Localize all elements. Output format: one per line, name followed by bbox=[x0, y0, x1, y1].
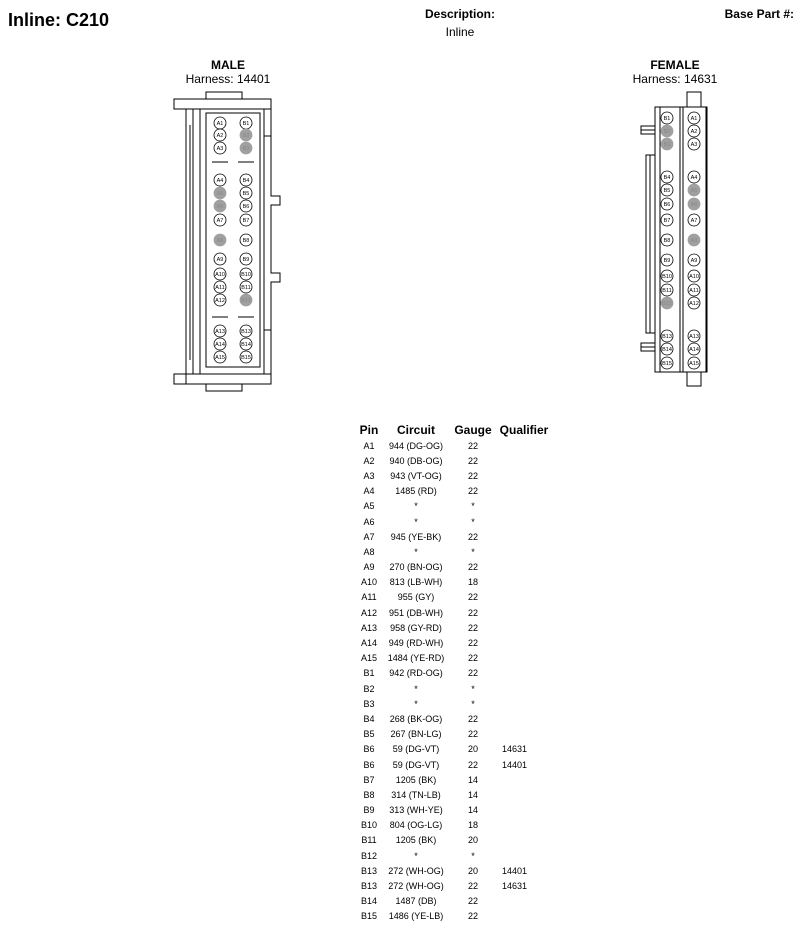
pin-a9 bbox=[688, 254, 700, 266]
pin-b14 bbox=[661, 343, 673, 355]
pin-label: B5 bbox=[663, 188, 671, 194]
qualifier-cell bbox=[496, 468, 552, 483]
pin-a9 bbox=[214, 253, 226, 265]
qualifier-cell bbox=[496, 833, 552, 848]
pin-label: A9 bbox=[690, 258, 698, 264]
qualifier-cell bbox=[496, 544, 552, 559]
pin-a15 bbox=[688, 357, 700, 369]
qualifier-cell: 14631 bbox=[502, 744, 528, 755]
gauge-cell: 22 bbox=[467, 592, 478, 603]
circuit-cell: * bbox=[414, 516, 418, 527]
table-row bbox=[356, 742, 552, 757]
pin-cell: A11 bbox=[361, 592, 377, 603]
table-row bbox=[356, 818, 552, 833]
qualifier-cell bbox=[496, 605, 552, 620]
pin-label: A14 bbox=[689, 347, 699, 353]
table-row bbox=[356, 727, 552, 742]
pin-label: B11 bbox=[662, 288, 672, 294]
pin-label: B3 bbox=[242, 146, 250, 152]
qualifier-cell: 14401 bbox=[502, 865, 528, 876]
qualifier-cell bbox=[496, 438, 552, 453]
circuit-cell: 942 (RD-OG) bbox=[389, 668, 443, 679]
pin-cell: B10 bbox=[360, 820, 377, 831]
circuit-cell: 1485 (RD) bbox=[395, 486, 437, 497]
circuit-cell: 1486 (YE-LB) bbox=[388, 911, 444, 922]
pin-label: B12 bbox=[662, 301, 672, 307]
qualifier-cell bbox=[496, 848, 552, 863]
circuit-cell: 267 (BN-LG) bbox=[390, 729, 442, 740]
pin-label: A1 bbox=[690, 116, 698, 122]
circuit-cell: 940 (DB-OG) bbox=[389, 455, 443, 466]
description-label: Description: bbox=[424, 7, 495, 21]
table-row bbox=[356, 666, 552, 681]
table-row bbox=[356, 681, 552, 696]
pin-b1 bbox=[240, 117, 252, 129]
pin-label: B9 bbox=[242, 257, 250, 263]
qualifier-cell bbox=[496, 696, 552, 711]
pin-a2 bbox=[688, 125, 700, 137]
circuit-cell: 1205 (BK) bbox=[395, 835, 437, 846]
pin-a14 bbox=[688, 343, 700, 355]
pin-label: B4 bbox=[242, 178, 250, 184]
gauge-cell: 22 bbox=[467, 531, 478, 542]
pin-a13 bbox=[214, 325, 226, 337]
pin-a7 bbox=[214, 214, 226, 226]
pin-label: A5 bbox=[690, 188, 698, 194]
gauge-cell: 18 bbox=[467, 820, 478, 831]
pin-cell: A8 bbox=[363, 546, 375, 557]
circuit-cell: * bbox=[414, 850, 418, 861]
pin-label: B14 bbox=[241, 342, 251, 348]
pin-b5 bbox=[240, 187, 252, 199]
pin-a13 bbox=[688, 330, 700, 342]
circuit-cell: * bbox=[414, 546, 418, 557]
gauge-cell: 22 bbox=[467, 668, 478, 679]
pin-b10 bbox=[661, 270, 673, 282]
gauge-cell: 22 bbox=[467, 759, 478, 770]
pin-a12 bbox=[688, 297, 700, 309]
pin-label: A6 bbox=[216, 204, 224, 210]
pin-label: B8 bbox=[242, 238, 250, 244]
pin-label: A2 bbox=[216, 133, 224, 139]
gauge-cell: 22 bbox=[467, 881, 478, 892]
pin-a4 bbox=[214, 174, 226, 186]
pin-label: A8 bbox=[216, 238, 224, 244]
circuit-cell: 944 (DG-OG) bbox=[388, 440, 443, 451]
pin-cell: A7 bbox=[363, 531, 375, 542]
qualifier-cell bbox=[496, 514, 552, 529]
pin-label: B2 bbox=[663, 129, 671, 135]
pin-label: B6 bbox=[663, 202, 671, 208]
pin-a10 bbox=[214, 268, 226, 280]
gauge-column-header: Gauge bbox=[454, 423, 492, 437]
pin-a10 bbox=[688, 270, 700, 282]
table-row bbox=[356, 772, 552, 787]
pin-a11 bbox=[214, 281, 226, 293]
gauge-cell: * bbox=[471, 546, 475, 557]
male-connector-body bbox=[174, 92, 280, 391]
gauge-cell: 14 bbox=[467, 774, 478, 785]
pin-a15 bbox=[214, 351, 226, 363]
table-row bbox=[356, 544, 552, 559]
pin-label: A2 bbox=[690, 129, 698, 135]
pin-label: A11 bbox=[215, 285, 225, 291]
pin-label: B14 bbox=[662, 347, 672, 353]
pin-label: A12 bbox=[689, 301, 699, 307]
gauge-cell: 18 bbox=[467, 577, 478, 588]
pin-a8 bbox=[688, 234, 700, 246]
qualifier-cell bbox=[496, 499, 552, 514]
pin-a5 bbox=[688, 184, 700, 196]
pin-label: B13 bbox=[241, 329, 251, 335]
pin-label: A12 bbox=[215, 298, 225, 304]
pin-label: B8 bbox=[663, 238, 671, 244]
gauge-cell: 22 bbox=[467, 896, 478, 907]
pin-a3 bbox=[214, 142, 226, 154]
pin-label: A7 bbox=[690, 218, 698, 224]
circuit-cell: 813 (LB-WH) bbox=[389, 577, 443, 588]
pin-label: A4 bbox=[216, 178, 224, 184]
circuit-cell: 945 (YE-BK) bbox=[390, 531, 442, 542]
gauge-cell: * bbox=[471, 516, 475, 527]
pin-cell: B14 bbox=[360, 896, 377, 907]
qualifier-cell bbox=[496, 620, 552, 635]
pin-b4 bbox=[661, 171, 673, 183]
female-gender-label: FEMALE bbox=[650, 58, 700, 72]
gauge-cell: 20 bbox=[467, 865, 478, 876]
qualifier-cell bbox=[496, 651, 552, 666]
pin-a3 bbox=[688, 138, 700, 150]
pin-label: A13 bbox=[215, 329, 225, 335]
qualifier-cell bbox=[496, 453, 552, 468]
pinout-table-header bbox=[356, 422, 552, 438]
pin-cell: B7 bbox=[363, 774, 375, 785]
pin-cell: B12 bbox=[360, 850, 377, 861]
table-row bbox=[356, 803, 552, 818]
qualifier-cell bbox=[496, 666, 552, 681]
pin-label: B1 bbox=[242, 121, 250, 127]
pin-b12 bbox=[661, 297, 673, 309]
pin-cell: B9 bbox=[363, 805, 375, 816]
table-row bbox=[356, 635, 552, 650]
table-row bbox=[356, 575, 552, 590]
table-row bbox=[356, 909, 552, 924]
qualifier-cell bbox=[496, 727, 552, 742]
pin-a7 bbox=[688, 214, 700, 226]
pin-label: B6 bbox=[242, 204, 250, 210]
qualifier-cell: 14401 bbox=[502, 759, 528, 770]
pin-cell: B4 bbox=[363, 713, 375, 724]
pin-label: B4 bbox=[663, 175, 671, 181]
pin-label: A3 bbox=[216, 146, 224, 152]
circuit-cell: 272 (WH-OG) bbox=[388, 865, 444, 876]
pin-label: A11 bbox=[689, 288, 699, 294]
pin-b9 bbox=[240, 253, 252, 265]
pin-label: A13 bbox=[689, 334, 699, 340]
circuit-cell: 1205 (BK) bbox=[395, 774, 437, 785]
pin-a5 bbox=[214, 187, 226, 199]
circuit-cell: * bbox=[414, 501, 418, 512]
qualifier-cell bbox=[496, 772, 552, 787]
table-row bbox=[356, 878, 552, 893]
pin-b13 bbox=[661, 330, 673, 342]
table-row bbox=[356, 863, 552, 878]
pin-cell: A10 bbox=[360, 577, 377, 588]
pin-cell: A9 bbox=[363, 562, 375, 573]
connector-title: Inline: C210 bbox=[8, 10, 110, 30]
pin-cell: A4 bbox=[363, 486, 375, 497]
pin-label: B2 bbox=[242, 133, 250, 139]
gauge-cell: 20 bbox=[467, 835, 478, 846]
qualifier-cell bbox=[496, 909, 552, 924]
pin-label: A10 bbox=[215, 272, 225, 278]
pin-a1 bbox=[688, 112, 700, 124]
circuit-cell: 314 (TN-LB) bbox=[391, 789, 441, 800]
pin-b8 bbox=[240, 234, 252, 246]
pin-cell: B11 bbox=[361, 835, 377, 846]
qualifier-cell bbox=[496, 894, 552, 909]
female-harness-label: Harness: 14631 bbox=[632, 72, 718, 86]
pin-cell: B6 bbox=[363, 744, 375, 755]
pin-cell: A3 bbox=[363, 470, 375, 481]
table-row bbox=[356, 560, 552, 575]
pin-b5 bbox=[661, 184, 673, 196]
pin-cell: B5 bbox=[363, 729, 375, 740]
pin-cell: B3 bbox=[363, 698, 375, 709]
table-row bbox=[356, 499, 552, 514]
pin-label: B10 bbox=[241, 272, 251, 278]
gauge-cell: 22 bbox=[467, 440, 478, 451]
circuit-cell: 949 (RD-WH) bbox=[388, 638, 444, 649]
gauge-cell: * bbox=[471, 698, 475, 709]
pin-a11 bbox=[688, 284, 700, 296]
qualifier-cell bbox=[496, 803, 552, 818]
table-row bbox=[356, 605, 552, 620]
pin-cell: B8 bbox=[363, 789, 375, 800]
pin-cell: A14 bbox=[360, 638, 377, 649]
table-row bbox=[356, 787, 552, 802]
pin-cell: A1 bbox=[363, 440, 375, 451]
table-row bbox=[356, 590, 552, 605]
pin-label: B12 bbox=[241, 298, 251, 304]
gauge-cell: 14 bbox=[467, 805, 478, 816]
gauge-cell: * bbox=[471, 850, 475, 861]
pin-cell: A12 bbox=[360, 607, 377, 618]
pin-cell: B15 bbox=[360, 911, 377, 922]
pin-label: B10 bbox=[662, 274, 672, 280]
qualifier-cell bbox=[496, 787, 552, 802]
pin-label: A1 bbox=[216, 121, 224, 127]
qualifier-cell bbox=[496, 590, 552, 605]
pin-b15 bbox=[240, 351, 252, 363]
circuit-cell: 313 (WH-YE) bbox=[389, 805, 443, 816]
pin-b9 bbox=[661, 254, 673, 266]
pin-cell: B2 bbox=[363, 683, 375, 694]
pin-column-header: Pin bbox=[359, 423, 379, 437]
table-row bbox=[356, 696, 552, 711]
pin-b1 bbox=[661, 112, 673, 124]
pin-cell: A15 bbox=[360, 653, 377, 664]
pin-a1 bbox=[214, 117, 226, 129]
qualifier-cell bbox=[496, 635, 552, 650]
pin-b12 bbox=[240, 294, 252, 306]
circuit-cell: 1484 (YE-RD) bbox=[387, 653, 445, 664]
circuit-cell: 59 (DG-VT) bbox=[392, 744, 440, 755]
pin-b8 bbox=[661, 234, 673, 246]
circuit-cell: 268 (BK-OG) bbox=[389, 713, 443, 724]
pin-b2 bbox=[240, 129, 252, 141]
pin-label: B7 bbox=[242, 218, 250, 224]
table-row bbox=[356, 484, 552, 499]
circuit-cell: 272 (WH-OG) bbox=[388, 881, 444, 892]
circuit-cell: 958 (GY-RD) bbox=[390, 622, 442, 633]
gauge-cell: 22 bbox=[467, 607, 478, 618]
pin-label: B3 bbox=[663, 142, 671, 148]
table-row bbox=[356, 711, 552, 726]
base-part-label: Base Part #: bbox=[724, 7, 794, 21]
pin-label: B5 bbox=[242, 191, 250, 197]
circuit-cell: 59 (DG-VT) bbox=[392, 759, 440, 770]
qualifier-cell bbox=[496, 681, 552, 696]
pin-label: B13 bbox=[662, 334, 672, 340]
gauge-cell: 20 bbox=[467, 744, 478, 755]
pin-a14 bbox=[214, 338, 226, 350]
table-row bbox=[356, 468, 552, 483]
gauge-cell: 22 bbox=[467, 713, 478, 724]
pin-a8 bbox=[214, 234, 226, 246]
pin-label: B9 bbox=[663, 258, 671, 264]
qualifier-cell bbox=[496, 529, 552, 544]
circuit-cell: 1487 (DB) bbox=[395, 896, 437, 907]
circuit-column-header: Circuit bbox=[396, 423, 435, 437]
pin-cell: A13 bbox=[360, 622, 377, 633]
pin-label: A10 bbox=[689, 274, 699, 280]
table-row bbox=[356, 848, 552, 863]
pin-cell: A6 bbox=[363, 516, 375, 527]
pin-label: A7 bbox=[216, 218, 224, 224]
pin-b3 bbox=[240, 142, 252, 154]
qualifier-cell: 14631 bbox=[502, 881, 528, 892]
gauge-cell: 22 bbox=[467, 729, 478, 740]
pin-b14 bbox=[240, 338, 252, 350]
pin-cell: B13 bbox=[360, 865, 377, 876]
pin-a6 bbox=[214, 200, 226, 212]
pin-label: A15 bbox=[215, 355, 225, 361]
pin-label: B11 bbox=[241, 285, 251, 291]
qualifier-column-header: Qualifier bbox=[499, 423, 549, 437]
pin-label: A15 bbox=[689, 361, 699, 367]
pin-a4 bbox=[688, 171, 700, 183]
pin-b11 bbox=[240, 281, 252, 293]
pin-a12 bbox=[214, 294, 226, 306]
pin-cell: B13 bbox=[360, 881, 377, 892]
pin-label: A6 bbox=[690, 202, 698, 208]
qualifier-cell bbox=[496, 711, 552, 726]
pin-label: A8 bbox=[690, 238, 698, 244]
pin-a2 bbox=[214, 129, 226, 141]
gauge-cell: 22 bbox=[467, 470, 478, 481]
connector-diagram bbox=[0, 0, 804, 420]
pin-b7 bbox=[240, 214, 252, 226]
pin-b3 bbox=[661, 138, 673, 150]
qualifier-cell bbox=[496, 560, 552, 575]
table-row bbox=[356, 620, 552, 635]
gauge-cell: 14 bbox=[467, 789, 478, 800]
pin-b15 bbox=[661, 357, 673, 369]
gauge-cell: 22 bbox=[467, 562, 478, 573]
gauge-cell: 22 bbox=[467, 911, 478, 922]
pin-label: A9 bbox=[216, 257, 224, 263]
table-row bbox=[356, 453, 552, 468]
qualifier-cell bbox=[496, 484, 552, 499]
pin-b2 bbox=[661, 125, 673, 137]
male-pin-grid bbox=[214, 117, 252, 363]
pin-cell: A2 bbox=[363, 455, 375, 466]
pin-label: A14 bbox=[215, 342, 225, 348]
gauge-cell: 22 bbox=[467, 653, 478, 664]
circuit-cell: 270 (BN-OG) bbox=[389, 562, 443, 573]
table-row bbox=[356, 438, 552, 453]
pin-b7 bbox=[661, 214, 673, 226]
circuit-cell: 804 (OG-LG) bbox=[389, 820, 443, 831]
pin-label: B1 bbox=[663, 116, 671, 122]
pin-b6 bbox=[240, 200, 252, 212]
pin-label: A5 bbox=[216, 191, 224, 197]
circuit-cell: * bbox=[414, 698, 418, 709]
pin-b6 bbox=[661, 198, 673, 210]
table-row bbox=[356, 651, 552, 666]
circuit-cell: 951 (DB-WH) bbox=[388, 607, 443, 618]
pin-cell: B1 bbox=[363, 668, 375, 679]
pin-cell: A5 bbox=[363, 501, 375, 512]
description-value: Inline bbox=[445, 25, 475, 39]
pinout-table bbox=[356, 422, 552, 924]
pin-label: B7 bbox=[663, 218, 671, 224]
male-harness-label: Harness: 14401 bbox=[185, 72, 271, 86]
pin-label: A4 bbox=[690, 175, 698, 181]
pin-b10 bbox=[240, 268, 252, 280]
circuit-cell: * bbox=[414, 683, 418, 694]
pin-label: B15 bbox=[662, 361, 672, 367]
table-row bbox=[356, 529, 552, 544]
gauge-cell: 22 bbox=[467, 622, 478, 633]
pin-b4 bbox=[240, 174, 252, 186]
pin-label: A3 bbox=[690, 142, 698, 148]
circuit-cell: 943 (VT-OG) bbox=[390, 470, 442, 481]
pin-a6 bbox=[688, 198, 700, 210]
gauge-cell: 22 bbox=[467, 455, 478, 466]
gauge-cell: * bbox=[471, 683, 475, 694]
gauge-cell: * bbox=[471, 501, 475, 512]
gauge-cell: 22 bbox=[467, 638, 478, 649]
pin-b11 bbox=[661, 284, 673, 296]
pin-b13 bbox=[240, 325, 252, 337]
pin-cell: B6 bbox=[363, 759, 375, 770]
qualifier-cell bbox=[496, 818, 552, 833]
table-row bbox=[356, 833, 552, 848]
table-row bbox=[356, 757, 552, 772]
male-gender-label: MALE bbox=[211, 58, 245, 72]
gauge-cell: 22 bbox=[467, 486, 478, 497]
circuit-cell: 955 (GY) bbox=[397, 592, 435, 603]
table-row bbox=[356, 514, 552, 529]
qualifier-cell bbox=[496, 575, 552, 590]
pin-label: B15 bbox=[241, 355, 251, 361]
table-row bbox=[356, 894, 552, 909]
